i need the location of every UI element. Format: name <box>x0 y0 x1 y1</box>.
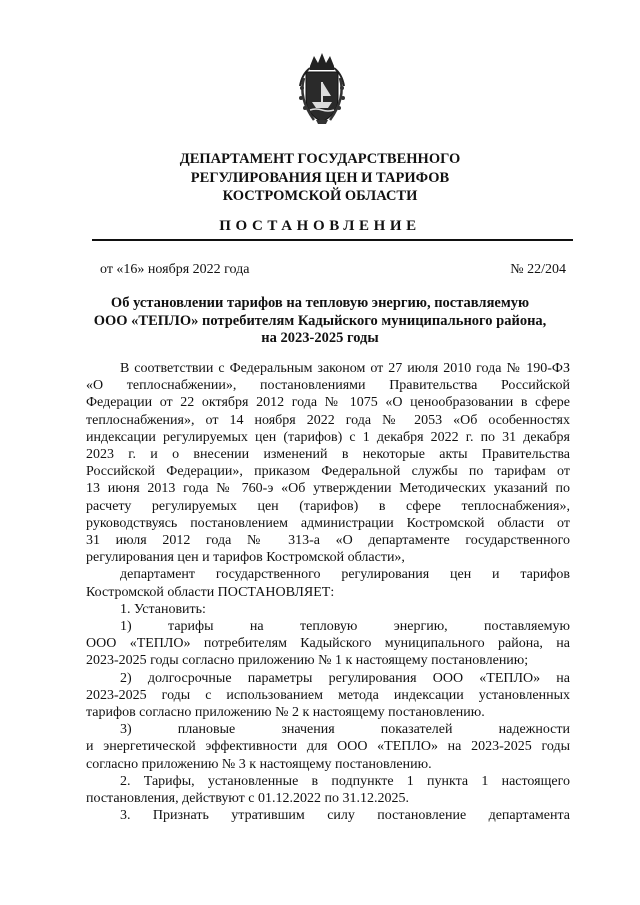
kostroma-coat-of-arms-icon <box>296 52 348 126</box>
department-name <box>0 150 640 206</box>
subject-line: Об установлении тарифов на тепловую энергию, поставляемую <box>110 295 530 311</box>
item-1-3 <box>86 721 570 773</box>
body-line: 31 июля 2012 года № 313-а «О департаменте государственного <box>86 533 570 549</box>
body-line: индексации регулируемых цен (тарифов) с 1 декабря 2022 г. по 31 декабря <box>86 429 570 445</box>
body-line: 1) тарифы на тепловую энергию, поставляемую <box>120 619 570 635</box>
decree-paragraph <box>86 566 570 600</box>
department-line: ДЕПАРТАМЕНТ ГОСУДАРСТВЕННОГО <box>179 151 461 167</box>
body-line: Костромской области ПОСТАНОВЛЯЕТ: <box>86 584 335 600</box>
document-type: ПОСТАНОВЛЕНИЕ <box>219 218 421 234</box>
document-date: от «16» ноября 2022 года <box>100 262 250 277</box>
body-line: Федерации от 22 октября 2012 года № 1075 «О ценообразовании в сфере <box>86 395 570 411</box>
body-line: 2023-2025 годы согласно приложению № 1 к настоящему постановлению; <box>86 653 529 669</box>
subject-line: ООО «ТЕПЛО» потребителям Кадыйского муниципального района, <box>93 312 547 329</box>
item-1: 1. Установить: <box>120 601 206 617</box>
body-line: постановления, действуют с 01.12.2022 по 31.12.2025. <box>86 791 409 807</box>
body-line: В соответствии с Федеральным законом от 27 июля 2010 года № 190-ФЗ <box>120 361 570 376</box>
body-line: департамент государственного регулирования цен и тарифов <box>120 567 570 583</box>
body-line: «О теплоснабжении», постановлениями Правительства Российской <box>86 378 570 394</box>
body-line: 3) плановые значения показателей надежности <box>120 722 570 738</box>
body-line: и энергетической эффективности для ООО «ТЕПЛО» на 2023-2025 годы <box>86 739 570 755</box>
item-3 <box>86 807 570 824</box>
body-line: Российской Федерации», приказом Федеральной службы по тарифам от <box>86 464 570 480</box>
body-line: теплоснабжения», от 14 ноября 2022 года № 2053 «Об особенностях <box>86 412 570 428</box>
body-line: 2) долгосрочные параметры регулирования ООО «ТЕПЛО» на <box>120 670 570 686</box>
document-number: № 22/204 <box>510 262 566 277</box>
body-line: регулирования цен и тарифов Костромской области», <box>86 550 405 566</box>
preamble-paragraph <box>86 360 570 566</box>
body-line: руководствуясь постановлением администрации Костромской области от <box>86 515 570 531</box>
department-line: КОСТРОМСКОЙ ОБЛАСТИ <box>222 188 418 204</box>
body-line: 2023 г. и о внесении изменений в некоторые акты Правительства <box>86 447 570 463</box>
department-line: РЕГУЛИРОВАНИЯ ЦЕН И ТАРИФОВ <box>190 169 450 186</box>
body-line: 2. Тарифы, установленные в подпункте 1 пункта 1 настоящего <box>120 773 570 789</box>
document-subject <box>0 295 640 348</box>
body-line: 3. Признать утратившим силу постановление департамента <box>120 808 570 824</box>
subject-line: на 2023-2025 годы <box>261 330 379 346</box>
item-1-1 <box>86 618 570 670</box>
body-line: 13 июня 2013 года № 760-э «Об утверждении Методических указаний по <box>86 481 570 497</box>
body-line: расчету регулируемых цен (тарифов) в сфере теплоснабжения», <box>86 498 570 514</box>
body-line: тарифов согласно приложению № 2 к настоящему постановлению. <box>86 705 485 721</box>
document-body <box>86 360 570 824</box>
item-2 <box>86 773 570 807</box>
divider <box>92 239 573 241</box>
body-line: 2023-2025 годы с использованием метода индексации установленных <box>86 687 570 703</box>
item-1-2 <box>86 670 570 722</box>
body-line: ООО «ТЕПЛО» потребителям Кадыйского муниципального района, на <box>86 636 570 652</box>
body-line: согласно приложению № 3 к настоящему постановлению. <box>86 756 432 772</box>
